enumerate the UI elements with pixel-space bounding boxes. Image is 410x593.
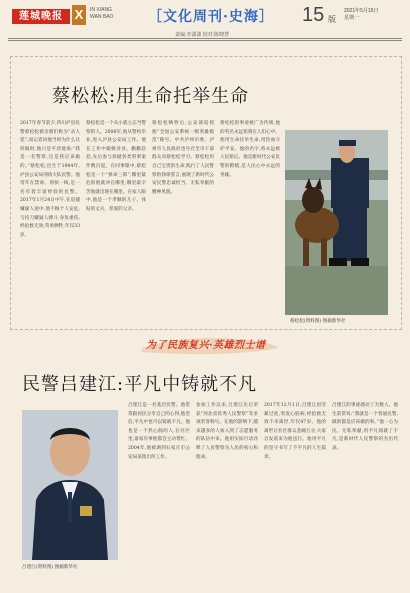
story-1-column-2: 蔡松松是一个从小就立志当警察的人。2006年,他从警校毕业,进入泸县公安局工作。他在工作中兢兢业业、勤勤恳恳,先后参与侦破各类刑事案件数百起。在同事眼中,蔡松松是一个“拼命三郎”,哪里最危险他就冲在哪里,哪里最辛苦他就出现在哪里。在家人眼中,他是一个孝顺的儿子、体贴的丈夫、慈爱的父亲。 bbox=[86, 121, 146, 212]
police-with-dog-illustration bbox=[285, 130, 388, 315]
page-unit: 版 bbox=[328, 15, 336, 24]
story-1-headline: 蔡松松:用生命托举生命 bbox=[52, 86, 250, 107]
pinyin-name: IN XIANG WAN BAO bbox=[90, 7, 114, 20]
police-portrait-illustration bbox=[22, 410, 118, 560]
section-title: ［文化周刊·史海］ bbox=[148, 9, 274, 25]
story-1-column-1: 2017年春节前夕,四川泸县民警蔡松松被亲朋们称为“杀人犯”,而记者问他当时为什么这样做时,他只是平淡地说:“我是一名警察,这是我应该做的。”蔡松松,出生于1984年,泸县公安局刑侦大队民警。他常年在禁毒、刑侦一线,是一名有着丰富经验的民警。2017年1月24日中午,在追捕嫌疑人途中,他不顾个人安危,与持刀嫌疑人搏斗,身负重伤,经抢救无效,英勇牺牲,年仅33岁。 bbox=[20, 121, 80, 238]
issue-date: 2021年5月15日 星期一 bbox=[344, 8, 379, 21]
story-2-caption: 吕建江(资料图) 图据新华社 bbox=[22, 565, 78, 570]
story-2-photo bbox=[22, 410, 118, 560]
header-rule-thin bbox=[8, 40, 402, 41]
page-number: 15 bbox=[302, 4, 325, 26]
story-1-photo bbox=[285, 130, 388, 315]
story-1-column-3: 蔡松松牺牲后,公安部追授他“全国公安系统一级英雄模范”称号。中共泸州市委、泸州市人民政府也号召全市干部群众向蔡松松学习。蔡松松用自己宝贵的生命,践行了人民警察的铮铮誓言,展现了新时代公安民警忠诚担当、无私奉献的精神风貌。 bbox=[152, 121, 214, 195]
story-1-column-4: 蔡松松的事迹被广为传颂,他的英名永远铭刻在人们心中。他用生命托举生命,用热血守护平安。他的名字,将永远被人民铭记。他是新时代公安民警的楷模,是人民心中永远的英雄。 bbox=[220, 121, 280, 178]
story-2-headline: 民警吕建江:平凡中铸就不凡 bbox=[22, 374, 258, 395]
story-2-column-1: 吕建江是一名基层民警。他常常跟居民分享自己的心得,他坚信,平凡中也可以铸就不凡。他也是一个热心肠的人,在社区里,谁家有事他都会主动帮忙。2004年,他被调到石家庄市公安局某派出所工作。 bbox=[128, 403, 190, 460]
editor-credits: 责编:李潇潇 校对:陈晓慧 bbox=[175, 32, 230, 38]
story-1-caption: 蔡松松(资料图) 图据新华社 bbox=[290, 319, 346, 324]
newspaper-logo: 莲城晚报 bbox=[12, 9, 70, 24]
header-rule bbox=[8, 38, 402, 39]
story-2-column-4: 吕建江的事迹感动了无数人。他生前常说:“我就是一个普通民警,做的都是应该做的事。”他一心为民、无私奉献,用平凡铸就了不凡,是新时代人民警察的杰出代表。 bbox=[332, 403, 398, 451]
story-2-column-3: 2017年12月1日,吕建江因劳累过度,突发心脏病,经抢救无效不幸离世,年仅47岁。他的离世让社区群众悲痛万分,大家自发前来为他送行。他用平凡的坚守书写了不平凡的人生篇章。 bbox=[264, 403, 326, 460]
story-2-column-2: 参加工作以来,吕建江先后荣获“河北省优秀人民警察”等多项荣誉称号。在他的影响下,越来越多的人加入到了志愿服务的队伍中来。他用实际行动诠释了人民警察为人民的初心和使命。 bbox=[196, 403, 258, 460]
x-logo-icon: X bbox=[72, 5, 86, 25]
masthead bbox=[0, 0, 410, 40]
series-banner: 为了民族复兴·英雄烈士谱 bbox=[146, 340, 266, 351]
